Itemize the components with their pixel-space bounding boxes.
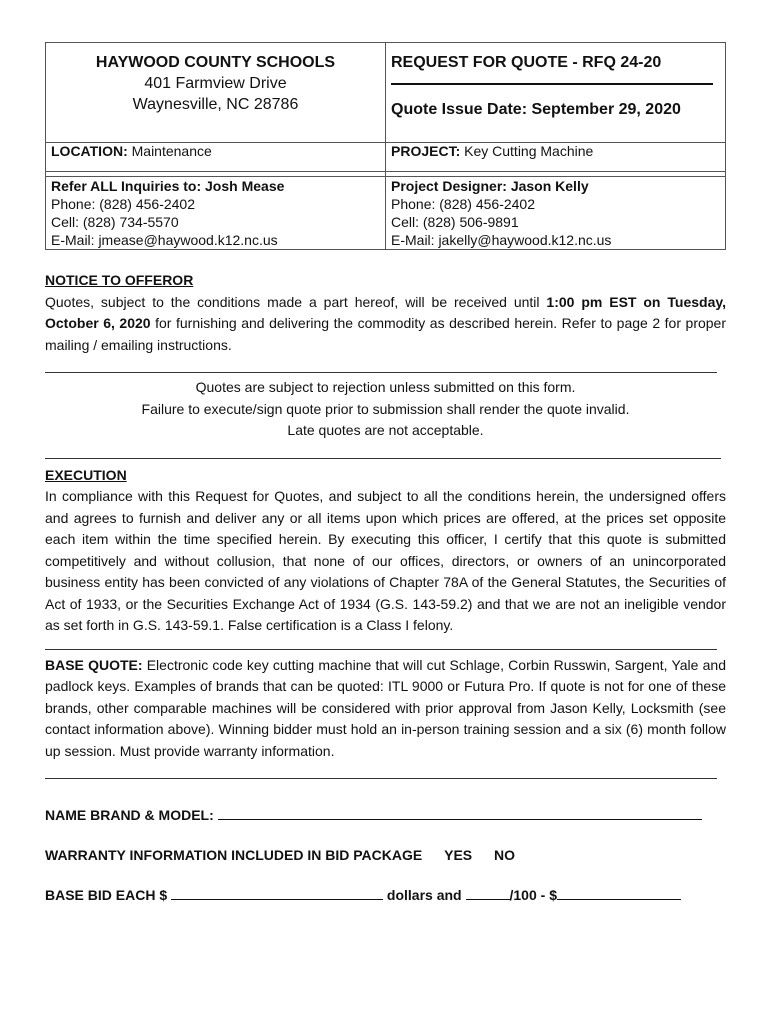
per-100-label: /100 - $ <box>509 887 557 903</box>
brand-model-field[interactable] <box>218 807 702 820</box>
warning-block <box>45 377 726 442</box>
designer-cell-phone: Cell: (828) 506-9891 <box>391 214 519 230</box>
execution-section <box>45 465 726 637</box>
rfq-underline <box>391 75 713 85</box>
execution-heading: EXECUTION <box>45 466 127 483</box>
dollars-and-label: dollars and <box>386 887 462 903</box>
org-name: HAYWOOD COUNTY SCHOOLS <box>95 54 336 71</box>
designer-cell <box>386 177 726 250</box>
project-value: Key Cutting Machine <box>464 143 594 159</box>
notice-heading: NOTICE TO OFFEROR <box>45 272 194 288</box>
inquiries-cell-phone: Cell: (828) 734-5570 <box>51 214 179 230</box>
cents-field[interactable] <box>466 887 510 900</box>
address-line2: Waynesville, NC 28786 <box>132 96 299 113</box>
warning-line2: Failure to execute/sign quote prior to submission shall render the quote invalid. <box>141 400 630 417</box>
warranty-no[interactable]: NO <box>494 847 516 863</box>
rfq-title: REQUEST FOR QUOTE - RFQ 24-20 <box>391 54 662 71</box>
designer-phone: Phone: (828) 456-2402 <box>391 196 535 212</box>
location-label: LOCATION: <box>51 143 128 159</box>
total-field[interactable] <box>557 887 681 900</box>
location-cell <box>46 143 386 172</box>
location-value: Maintenance <box>131 143 212 159</box>
warranty-yes[interactable]: YES <box>444 847 473 863</box>
rfq-cell <box>386 43 726 143</box>
designer-email: E-Mail: jakelly@haywood.k12.nc.us <box>391 232 612 248</box>
inquiries-cell <box>46 177 386 250</box>
brand-model-label: NAME BRAND & MODEL: <box>45 807 214 823</box>
divider <box>45 458 721 459</box>
rfq-document <box>45 42 726 903</box>
inquiries-heading: Refer ALL Inquiries to: Josh Mease <box>51 178 285 194</box>
divider <box>45 649 717 650</box>
warranty-row <box>45 847 726 863</box>
header-table <box>45 42 726 250</box>
warning-line3: Late quotes are not acceptable. <box>287 422 484 438</box>
base-bid-dollars-field[interactable] <box>171 887 383 900</box>
school-cell <box>46 43 386 143</box>
execution-text: In compliance with this Request for Quotes, and subject to all the conditions herein, the undersigned offers and agrees to furnish and deliver any or all items upon which prices are offered, at the prices set opposite each item within the time specified herein. By executing this officer, I certify that this quote is submitted competitively and without collusion, that none of our offices, directors, or owners of an unincorporated business entity has been convicted of any violations of Chapter 78A of the General Statutes, the Securities of Act of 1933, or the Securities Exchange Act of 1934 (G.S. 143-59.2) and that we are not an ineligible vendor as set forth in G.S. 143-59.1. False certification is a Class I felony. <box>45 488 726 633</box>
designer-heading: Project Designer: Jason Kelly <box>391 178 589 194</box>
notice-section <box>45 270 726 356</box>
project-label: PROJECT: <box>391 143 461 159</box>
brand-model-row <box>45 807 726 823</box>
inquiries-phone: Phone: (828) 456-2402 <box>51 196 195 212</box>
base-bid-row <box>45 887 726 903</box>
inquiries-email: E-Mail: jmease@haywood.k12.nc.us <box>51 232 278 248</box>
base-bid-label: BASE BID EACH $ <box>45 887 168 903</box>
notice-text: Quotes, subject to the conditions made a part hereof, will be received until 1:00 pm EST on Tuesday, October 6, 2020 for furnishing and delivering the commodity as described herein. Refer to page 2 for proper mailing / emailing instructions. <box>45 293 726 353</box>
divider <box>45 372 717 373</box>
base-quote-text: BASE QUOTE: Electronic code key cutting machine that will cut Schlage, Corbin Russwin, Sargent, Yale and padlock keys. Examples of brands that can be quoted: ITL 9000 or Futura Pro. If quote is not for one of these brands, other comparable machines will be considered with prior approval from Jason Kelly, Locksmith (see contact information above). Winning bidder must hold an in-person training session and a six (6) month follow up session. Must provide warranty information. <box>45 656 726 759</box>
project-cell <box>386 143 726 172</box>
warranty-label: WARRANTY INFORMATION INCLUDED IN BID PACKAGE <box>45 847 423 863</box>
notice-deadline: 1:00 pm EST on Tuesday, October 6, 2020 <box>45 293 726 331</box>
issue-date: Quote Issue Date: September 29, 2020 <box>391 101 681 118</box>
divider <box>45 778 717 779</box>
address-line1: 401 Farmview Drive <box>144 75 287 92</box>
warning-line1: Quotes are subject to rejection unless submitted on this form. <box>195 379 576 395</box>
base-quote-label: BASE QUOTE: <box>45 656 143 673</box>
